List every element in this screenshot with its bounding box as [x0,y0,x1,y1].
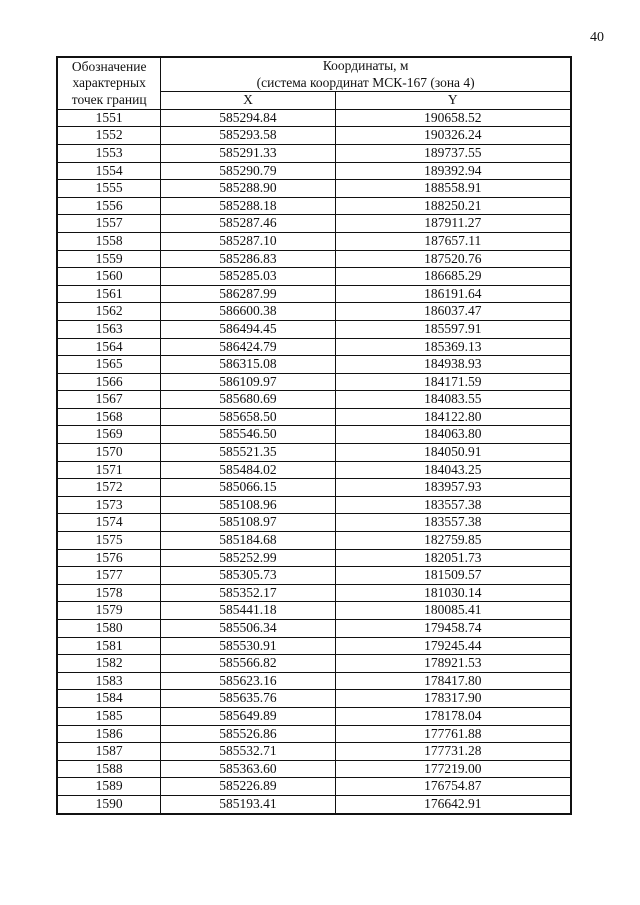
x-coordinate-cell: 585521.35 [161,444,335,462]
x-coordinate-cell: 585252.99 [161,549,335,567]
table-row [57,250,571,268]
y-coordinate-cell: 177761.88 [335,725,571,743]
table-row [57,391,571,409]
x-coordinate-cell: 585546.50 [161,426,335,444]
x-coordinate-cell: 585484.02 [161,461,335,479]
point-id-cell: 1583 [57,672,161,690]
table-row [57,725,571,743]
table-row [57,760,571,778]
x-coordinate-cell: 585623.16 [161,672,335,690]
table-row [57,795,571,813]
table-row [57,461,571,479]
point-id-cell: 1553 [57,144,161,162]
point-id-cell: 1579 [57,602,161,620]
coordinates-header-subtitle: (система координат МСК-167 (зона 4) [256,74,475,90]
point-id-cell: 1585 [57,707,161,725]
y-coordinate-cell: 181509.57 [335,567,571,585]
y-coordinate-cell: 189737.55 [335,144,571,162]
x-coordinate-cell: 585286.83 [161,250,335,268]
x-coordinate-cell: 585184.68 [161,532,335,550]
point-id-cell: 1588 [57,760,161,778]
y-coordinate-cell: 177219.00 [335,760,571,778]
y-coordinate-cell: 183557.38 [335,496,571,514]
x-coordinate-cell: 585287.10 [161,232,335,250]
point-id-cell: 1562 [57,303,161,321]
y-coordinate-cell: 176754.87 [335,778,571,796]
point-id-cell: 1577 [57,567,161,585]
table-row [57,514,571,532]
y-coordinate-cell: 178317.90 [335,690,571,708]
point-id-cell: 1557 [57,215,161,233]
x-coordinate-cell: 585285.03 [161,268,335,286]
y-coordinate-cell: 179458.74 [335,620,571,638]
table-row [57,602,571,620]
point-id-cell: 1560 [57,268,161,286]
x-coordinate-cell: 585288.90 [161,180,335,198]
y-coordinate-cell: 187520.76 [335,250,571,268]
x-coordinate-cell: 586600.38 [161,303,335,321]
x-coordinate-cell: 585193.41 [161,795,335,813]
point-id-cell: 1580 [57,620,161,638]
table-row [57,232,571,250]
x-coordinate-cell: 585680.69 [161,391,335,409]
x-coordinate-cell: 585226.89 [161,778,335,796]
point-id-cell: 1574 [57,514,161,532]
x-column-header: X [161,92,335,110]
point-id-cell: 1573 [57,496,161,514]
table-row [57,338,571,356]
y-coordinate-cell: 186191.64 [335,285,571,303]
x-coordinate-cell: 585305.73 [161,567,335,585]
point-id-header-line-1: Обозначение [71,58,147,74]
point-id-header-line-2: характерных [72,75,146,91]
table-header [57,57,571,109]
y-coordinate-cell: 184050.91 [335,444,571,462]
y-coordinate-cell: 178921.53 [335,655,571,673]
coordinates-table [56,56,572,815]
x-coordinate-cell: 585441.18 [161,602,335,620]
y-coordinate-cell: 182759.85 [335,532,571,550]
table-row [57,215,571,233]
table-row [57,707,571,725]
table-row [57,690,571,708]
x-coordinate-cell: 585066.15 [161,479,335,497]
x-coordinate-cell: 585290.79 [161,162,335,180]
x-coordinate-cell: 586109.97 [161,373,335,391]
y-coordinate-cell: 178178.04 [335,707,571,725]
x-coordinate-cell: 585363.60 [161,760,335,778]
y-coordinate-cell: 186037.47 [335,303,571,321]
page-number: 40 [590,30,604,45]
y-coordinate-cell: 188250.21 [335,197,571,215]
point-id-cell: 1559 [57,250,161,268]
y-coordinate-cell: 176642.91 [335,795,571,813]
table-row [57,127,571,145]
x-coordinate-cell: 585287.46 [161,215,335,233]
x-coordinate-cell: 585526.86 [161,725,335,743]
y-coordinate-cell: 189392.94 [335,162,571,180]
x-coordinate-cell: 585288.18 [161,197,335,215]
table-row [57,567,571,585]
x-coordinate-cell: 586424.79 [161,338,335,356]
y-coordinate-cell: 177731.28 [335,743,571,761]
point-id-cell: 1556 [57,197,161,215]
point-id-cell: 1570 [57,444,161,462]
table-row [57,180,571,198]
point-id-cell: 1555 [57,180,161,198]
table-row [57,479,571,497]
x-coordinate-cell: 585293.58 [161,127,335,145]
table-row [57,268,571,286]
y-coordinate-cell: 179245.44 [335,637,571,655]
y-coordinate-cell: 184122.80 [335,408,571,426]
point-id-cell: 1584 [57,690,161,708]
table-row [57,549,571,567]
point-id-cell: 1581 [57,637,161,655]
x-coordinate-cell: 585649.89 [161,707,335,725]
table-row [57,408,571,426]
x-coordinate-cell: 585532.71 [161,743,335,761]
y-coordinate-cell: 181030.14 [335,584,571,602]
x-coordinate-cell: 585291.33 [161,144,335,162]
y-coordinate-cell: 184083.55 [335,391,571,409]
table-row [57,426,571,444]
x-coordinate-cell: 586494.45 [161,320,335,338]
table-row [57,743,571,761]
point-id-cell: 1566 [57,373,161,391]
table-row [57,356,571,374]
table-row [57,532,571,550]
x-coordinate-cell: 585566.82 [161,655,335,673]
table-row [57,320,571,338]
x-coordinate-cell: 585506.34 [161,620,335,638]
point-id-cell: 1558 [57,232,161,250]
point-id-cell: 1576 [57,549,161,567]
y-coordinate-cell: 186685.29 [335,268,571,286]
table-row [57,778,571,796]
point-id-cell: 1590 [57,795,161,813]
y-coordinate-cell: 184938.93 [335,356,571,374]
x-coordinate-cell: 585658.50 [161,408,335,426]
coordinates-header-title: Координаты, м [322,58,409,73]
point-id-cell: 1568 [57,408,161,426]
point-id-cell: 1572 [57,479,161,497]
y-coordinate-cell: 184171.59 [335,373,571,391]
y-coordinate-cell: 182051.73 [335,549,571,567]
point-id-cell: 1554 [57,162,161,180]
table-row [57,444,571,462]
y-column-header: Y [335,92,571,110]
point-id-cell: 1551 [57,109,161,127]
point-id-cell: 1569 [57,426,161,444]
x-coordinate-cell: 586287.99 [161,285,335,303]
table-row [57,496,571,514]
x-coordinate-cell: 585352.17 [161,584,335,602]
table-row [57,620,571,638]
table-row [57,672,571,690]
y-coordinate-cell: 183557.38 [335,514,571,532]
table-row [57,285,571,303]
table-body [57,109,571,813]
y-coordinate-cell: 187657.11 [335,232,571,250]
y-coordinate-cell: 178417.80 [335,672,571,690]
coordinates-header [161,57,571,92]
table-row [57,162,571,180]
table-row [57,303,571,321]
point-id-cell: 1587 [57,743,161,761]
point-id-cell: 1561 [57,285,161,303]
x-coordinate-cell: 585294.84 [161,109,335,127]
point-id-cell: 1582 [57,655,161,673]
y-coordinate-cell: 185597.91 [335,320,571,338]
y-coordinate-cell: 180085.41 [335,602,571,620]
point-id-cell: 1571 [57,461,161,479]
table-row [57,197,571,215]
table-row [57,637,571,655]
table-row [57,584,571,602]
point-id-header-line-3: точек границ [71,91,147,107]
point-id-cell: 1575 [57,532,161,550]
x-coordinate-cell: 585635.76 [161,690,335,708]
table-row [57,373,571,391]
x-coordinate-cell: 586315.08 [161,356,335,374]
y-coordinate-cell: 188558.91 [335,180,571,198]
y-coordinate-cell: 190326.24 [335,127,571,145]
y-coordinate-cell: 184043.25 [335,461,571,479]
y-coordinate-cell: 183957.93 [335,479,571,497]
x-coordinate-cell: 585108.96 [161,496,335,514]
table-row [57,655,571,673]
x-coordinate-cell: 585530.91 [161,637,335,655]
table-row [57,144,571,162]
point-id-cell: 1563 [57,320,161,338]
y-coordinate-cell: 184063.80 [335,426,571,444]
y-coordinate-cell: 190658.52 [335,109,571,127]
point-id-cell: 1565 [57,356,161,374]
point-id-cell: 1589 [57,778,161,796]
point-id-cell: 1586 [57,725,161,743]
point-id-cell: 1567 [57,391,161,409]
x-coordinate-cell: 585108.97 [161,514,335,532]
point-id-cell: 1552 [57,127,161,145]
point-id-cell: 1564 [57,338,161,356]
y-coordinate-cell: 185369.13 [335,338,571,356]
point-id-header [57,57,161,109]
y-coordinate-cell: 187911.27 [335,215,571,233]
table-row [57,109,571,127]
point-id-cell: 1578 [57,584,161,602]
